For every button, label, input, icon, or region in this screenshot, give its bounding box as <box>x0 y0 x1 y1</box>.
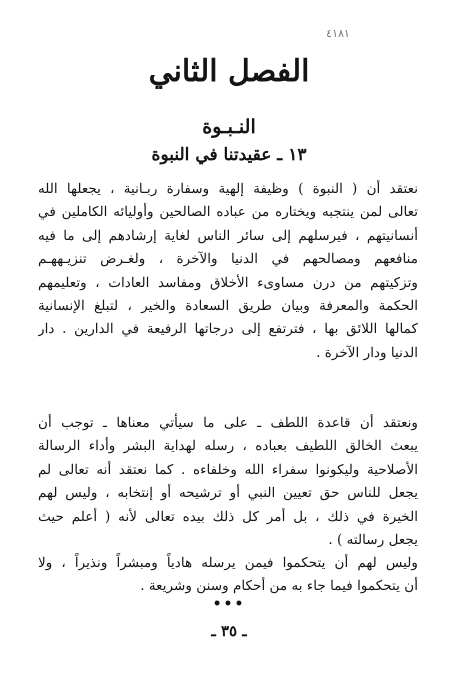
section-ornament: ••• <box>212 596 246 612</box>
paragraph-line: يجعل للناس حق تعيين النبي أو ترشيحه أو إنتخابه ، وليس لهم <box>38 485 418 502</box>
paragraph-line: نعتقد أن ( النبوة ) وظيفة إلهية وسفارة ربـانية ، يجعلها الله <box>38 181 418 197</box>
paragraph-line: ونعتقد أن قاعدة اللطف ـ على ما سيأتي معناها ـ توجب أن <box>38 415 418 431</box>
corner-page-number: ٤١٨١ <box>326 27 350 40</box>
section-title: النـبـوة <box>202 116 256 138</box>
paragraph-3 <box>38 552 418 599</box>
paragraph-line: الخيرة في ذلك ، بل أمر كل ذلك بيده تعالى لأنه ( أعلم حيث <box>38 508 418 525</box>
paragraph-2 <box>38 412 418 552</box>
paragraph-line: الحكمة والمعرفة وبيان طريق السعادة والخير ، لتبلغ الإنسانية <box>38 297 418 314</box>
paragraph-line: تعالى لمن ينتجبه ويختاره من عباده الصالحين وأوليائه الكاملين في <box>38 204 418 221</box>
paragraph-line: الدنيا ودار الآخرة . <box>316 344 418 361</box>
chapter-title: الفصل الثاني <box>148 54 310 89</box>
page-number: ـ ٣٥ ـ <box>211 622 247 640</box>
paragraph-line: يبعث الخالق اللطيف بعباده ، رسله لهداية البشر وأداء الرسالة <box>38 438 418 455</box>
subsection-title: ١٣ ـ عقيدتنا في النبوة <box>151 145 307 165</box>
paragraph-line: منافعهم ومصالحهم في الدنيا والآخرة ، ولغـرض تنزيـههـم <box>38 251 418 268</box>
paragraph-line: الأصلاحية وليكونوا سفراء الله وخلفاءه . كما نعتقد أنه تعالى لم <box>38 461 418 478</box>
paragraph-line: يجعل رسالته ) . <box>328 531 418 548</box>
paragraph-line: كمالها اللائق بها ، فترتفع إلى درجاتها الرفيعة في الدارين . دار <box>38 321 418 338</box>
paragraph-line: أنسانيتهم ، فيرسلهم إلى سائر الناس لغاية إرشادهم إلى ما فيه <box>38 227 418 244</box>
paragraph-line: وليس لهم أن يتحكموا فيمن يرسله هادياً ومبشراً ونذيراً ، ولا <box>38 555 418 571</box>
paragraph-line: وتزكيتهم من درن مساوىء الأخلاق ومفاسد العادات ، وتعليمهم <box>38 274 418 291</box>
paragraph-1 <box>38 178 418 365</box>
paragraph-line: أن يتحكموا فيما جاء به من أحكام وسنن وشريعة . <box>140 578 418 595</box>
